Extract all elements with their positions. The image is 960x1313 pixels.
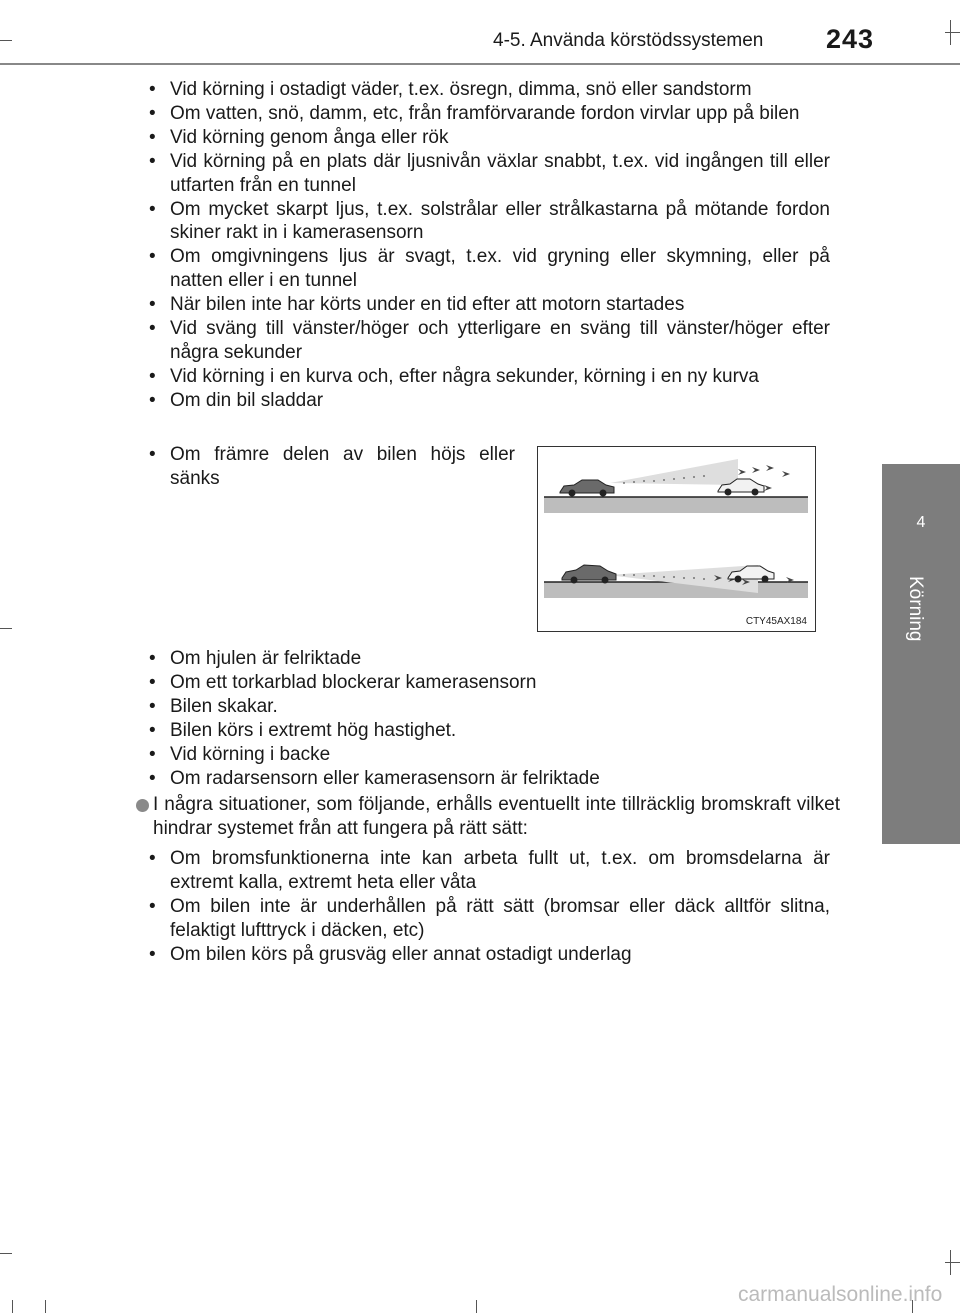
list-item: • Vid körning i en kurva och, efter några sekunder, körning i en ny kurva [149,365,830,389]
list-item: • Om din bil sladdar [149,389,830,413]
list-item: • Om bilen körs på grusväg eller annat ostadigt underlag [149,943,830,967]
crop-mark [45,1300,46,1313]
crop-mark [12,1300,13,1313]
crop-mark [476,1300,477,1313]
watermark: carmanualsonline.info [738,1283,943,1306]
figure-condition-list [149,443,515,491]
list-item: • Om mycket skarpt ljus, t.ex. solstrålar eller strålkastarna på mötande fordon skiner rakt in i kamerasensorn [149,198,830,246]
figure-code: CTY45AX184 [745,616,807,627]
crop-mark [945,1262,960,1263]
chapter-title: Körning [905,576,926,642]
braking-condition-list [149,847,830,967]
list-item: • Vid körning i backe [149,743,830,767]
circle-bullet-icon [136,799,149,812]
braking-paragraph [136,793,840,841]
list-item: • Om ett torkarblad blockerar kamerasensorn [149,671,830,695]
condition-list-continued [149,647,830,790]
list-item: • Om bromsfunktionerna inte kan arbeta fullt ut, t.ex. om bromsdelarna är extremt kalla, extremt heta eller våta [149,847,830,895]
crop-mark [0,1253,12,1254]
illustration-vehicle-pitch [537,446,816,632]
page-number: 243 [826,24,875,54]
list-item: • Om bilen inte är underhållen på rätt sätt (bromsar eller däck alltför slitna, felaktigt lufttryck i däcken, etc) [149,895,830,943]
list-item: • Om främre delen av bilen höjs eller sänks [149,443,515,491]
section-title: 4-5. Använda körstödssystemen [493,30,764,51]
list-item: • Vid körning på en plats där ljusnivån växlar snabbt, t.ex. vid ingången till eller utfarten från en tunnel [149,150,830,198]
list-item: • Vid sväng till vänster/höger och ytterligare en sväng till vänster/höger efter några sekunder [149,317,830,365]
chapter-number: 4 [916,514,926,531]
header-divider [0,63,960,65]
list-item: • Bilen körs i extremt hög hastighet. [149,719,830,743]
condition-list [149,78,830,413]
car-icon [560,480,614,497]
paragraph-text: I några situationer, som följande, erhålls eventuellt inte tillräcklig bromskraft vilket hindrar systemet från att fungera på rätt sätt: [153,794,840,839]
crop-mark [945,32,960,33]
vehicle-pitch-illustration [538,447,816,632]
chapter-tab [882,464,960,844]
crop-mark [0,628,12,629]
list-item: • Vid körning genom ånga eller rök [149,126,830,150]
crop-mark [0,40,12,41]
list-item: • Om omgivningens ljus är svagt, t.ex. vid gryning eller skymning, eller på natten eller i en tunnel [149,245,830,293]
crop-mark [950,20,951,45]
list-item: • Om radarsensorn eller kamerasensorn är felriktade [149,767,830,791]
list-item: • Vid körning i ostadigt väder, t.ex. ösregn, dimma, snö eller sandstorm [149,78,830,102]
list-item: • Om vatten, snö, damm, etc, från framförvarande fordon virvlar upp på bilen [149,102,830,126]
car-icon [562,565,616,584]
list-item: • När bilen inte har körts under en tid efter att motorn startades [149,293,830,317]
crop-mark [950,1250,951,1275]
list-item: • Bilen skakar. [149,695,830,719]
list-item: • Om hjulen är felriktade [149,647,830,671]
